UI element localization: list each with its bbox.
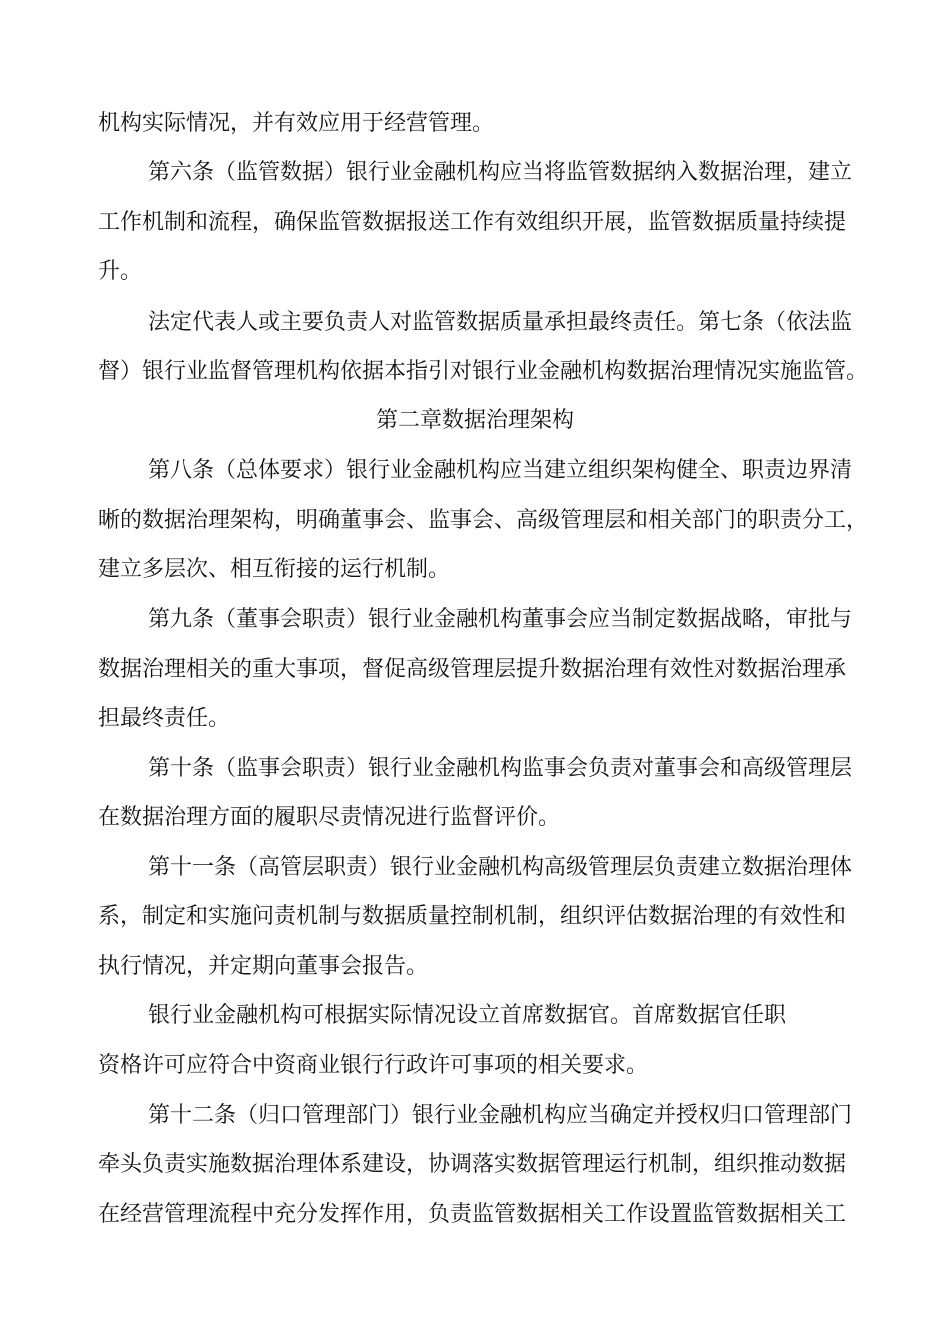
paragraph-start-line: 法定代表人或主要负责人对监管数据质量承担最终责任。第七条（依法监: [148, 310, 853, 335]
text-line: 建立多层次、相互衔接的运行机制。: [98, 557, 451, 582]
article-12-heading-line: 第十二条（归口管理部门）银行业金融机构应当确定并授权归口管理部门: [148, 1103, 853, 1128]
article-10-heading-line: 第十条（监事会职责）银行业金融机构监事会负责对董事会和高级管理层: [148, 756, 853, 781]
text-line: 系，制定和实施问责机制与数据质量控制机制，组织评估数据治理的有效性和: [98, 904, 847, 929]
text-line: 晰的数据治理架构，明确董事会、监事会、高级管理层和相关部门的职责分工，: [98, 508, 869, 533]
text-line: 升。: [98, 259, 143, 284]
article-9-heading-line: 第九条（董事会职责）银行业金融机构董事会应当制定数据战略，审批与: [148, 607, 853, 632]
article-11-heading-line: 第十一条（高管层职责）银行业金融机构高级管理层负责建立数据治理体: [148, 855, 853, 880]
text-line: 在经营管理流程中充分发挥作用，负责监管数据相关工作设置监管数据相关工: [98, 1202, 847, 1227]
text-line: 在数据治理方面的履职尽责情况进行监督评价。: [98, 805, 561, 830]
article-8-heading-line: 第八条（总体要求）银行业金融机构应当建立组织架构健全、职责边界清: [148, 458, 853, 483]
text-line: 工作机制和流程，确保监管数据报送工作有效组织开展，监管数据质量持续提: [98, 210, 847, 235]
text-line: 牵头负责实施数据治理体系建设，协调落实数据管理运行机制，组织推动数据: [98, 1152, 847, 1177]
text-line: 资格许可应符合中资商业银行行政许可事项的相关要求。: [98, 1053, 649, 1078]
chapter-title: 第二章数据治理架构: [375, 408, 574, 433]
paragraph-start-line: 银行业金融机构可根据实际情况设立首席数据官。首席数据官任职: [148, 1003, 787, 1028]
article-6-heading-line: 第六条（监管数据）银行业金融机构应当将监管数据纳入数据治理，建立: [148, 160, 853, 185]
text-line: 执行情况，并定期向董事会报告。: [98, 954, 429, 979]
text-line: 担最终责任。: [98, 706, 231, 731]
text-line: 数据治理相关的重大事项，督促高级管理层提升数据治理有效性对数据治理承: [98, 657, 847, 682]
text-line: 机构实际情况，并有效应用于经营管理。: [98, 111, 495, 136]
text-line: 督）银行业监督管理机构依据本指引对银行业金融机构数据治理情况实施监管。: [98, 359, 869, 384]
